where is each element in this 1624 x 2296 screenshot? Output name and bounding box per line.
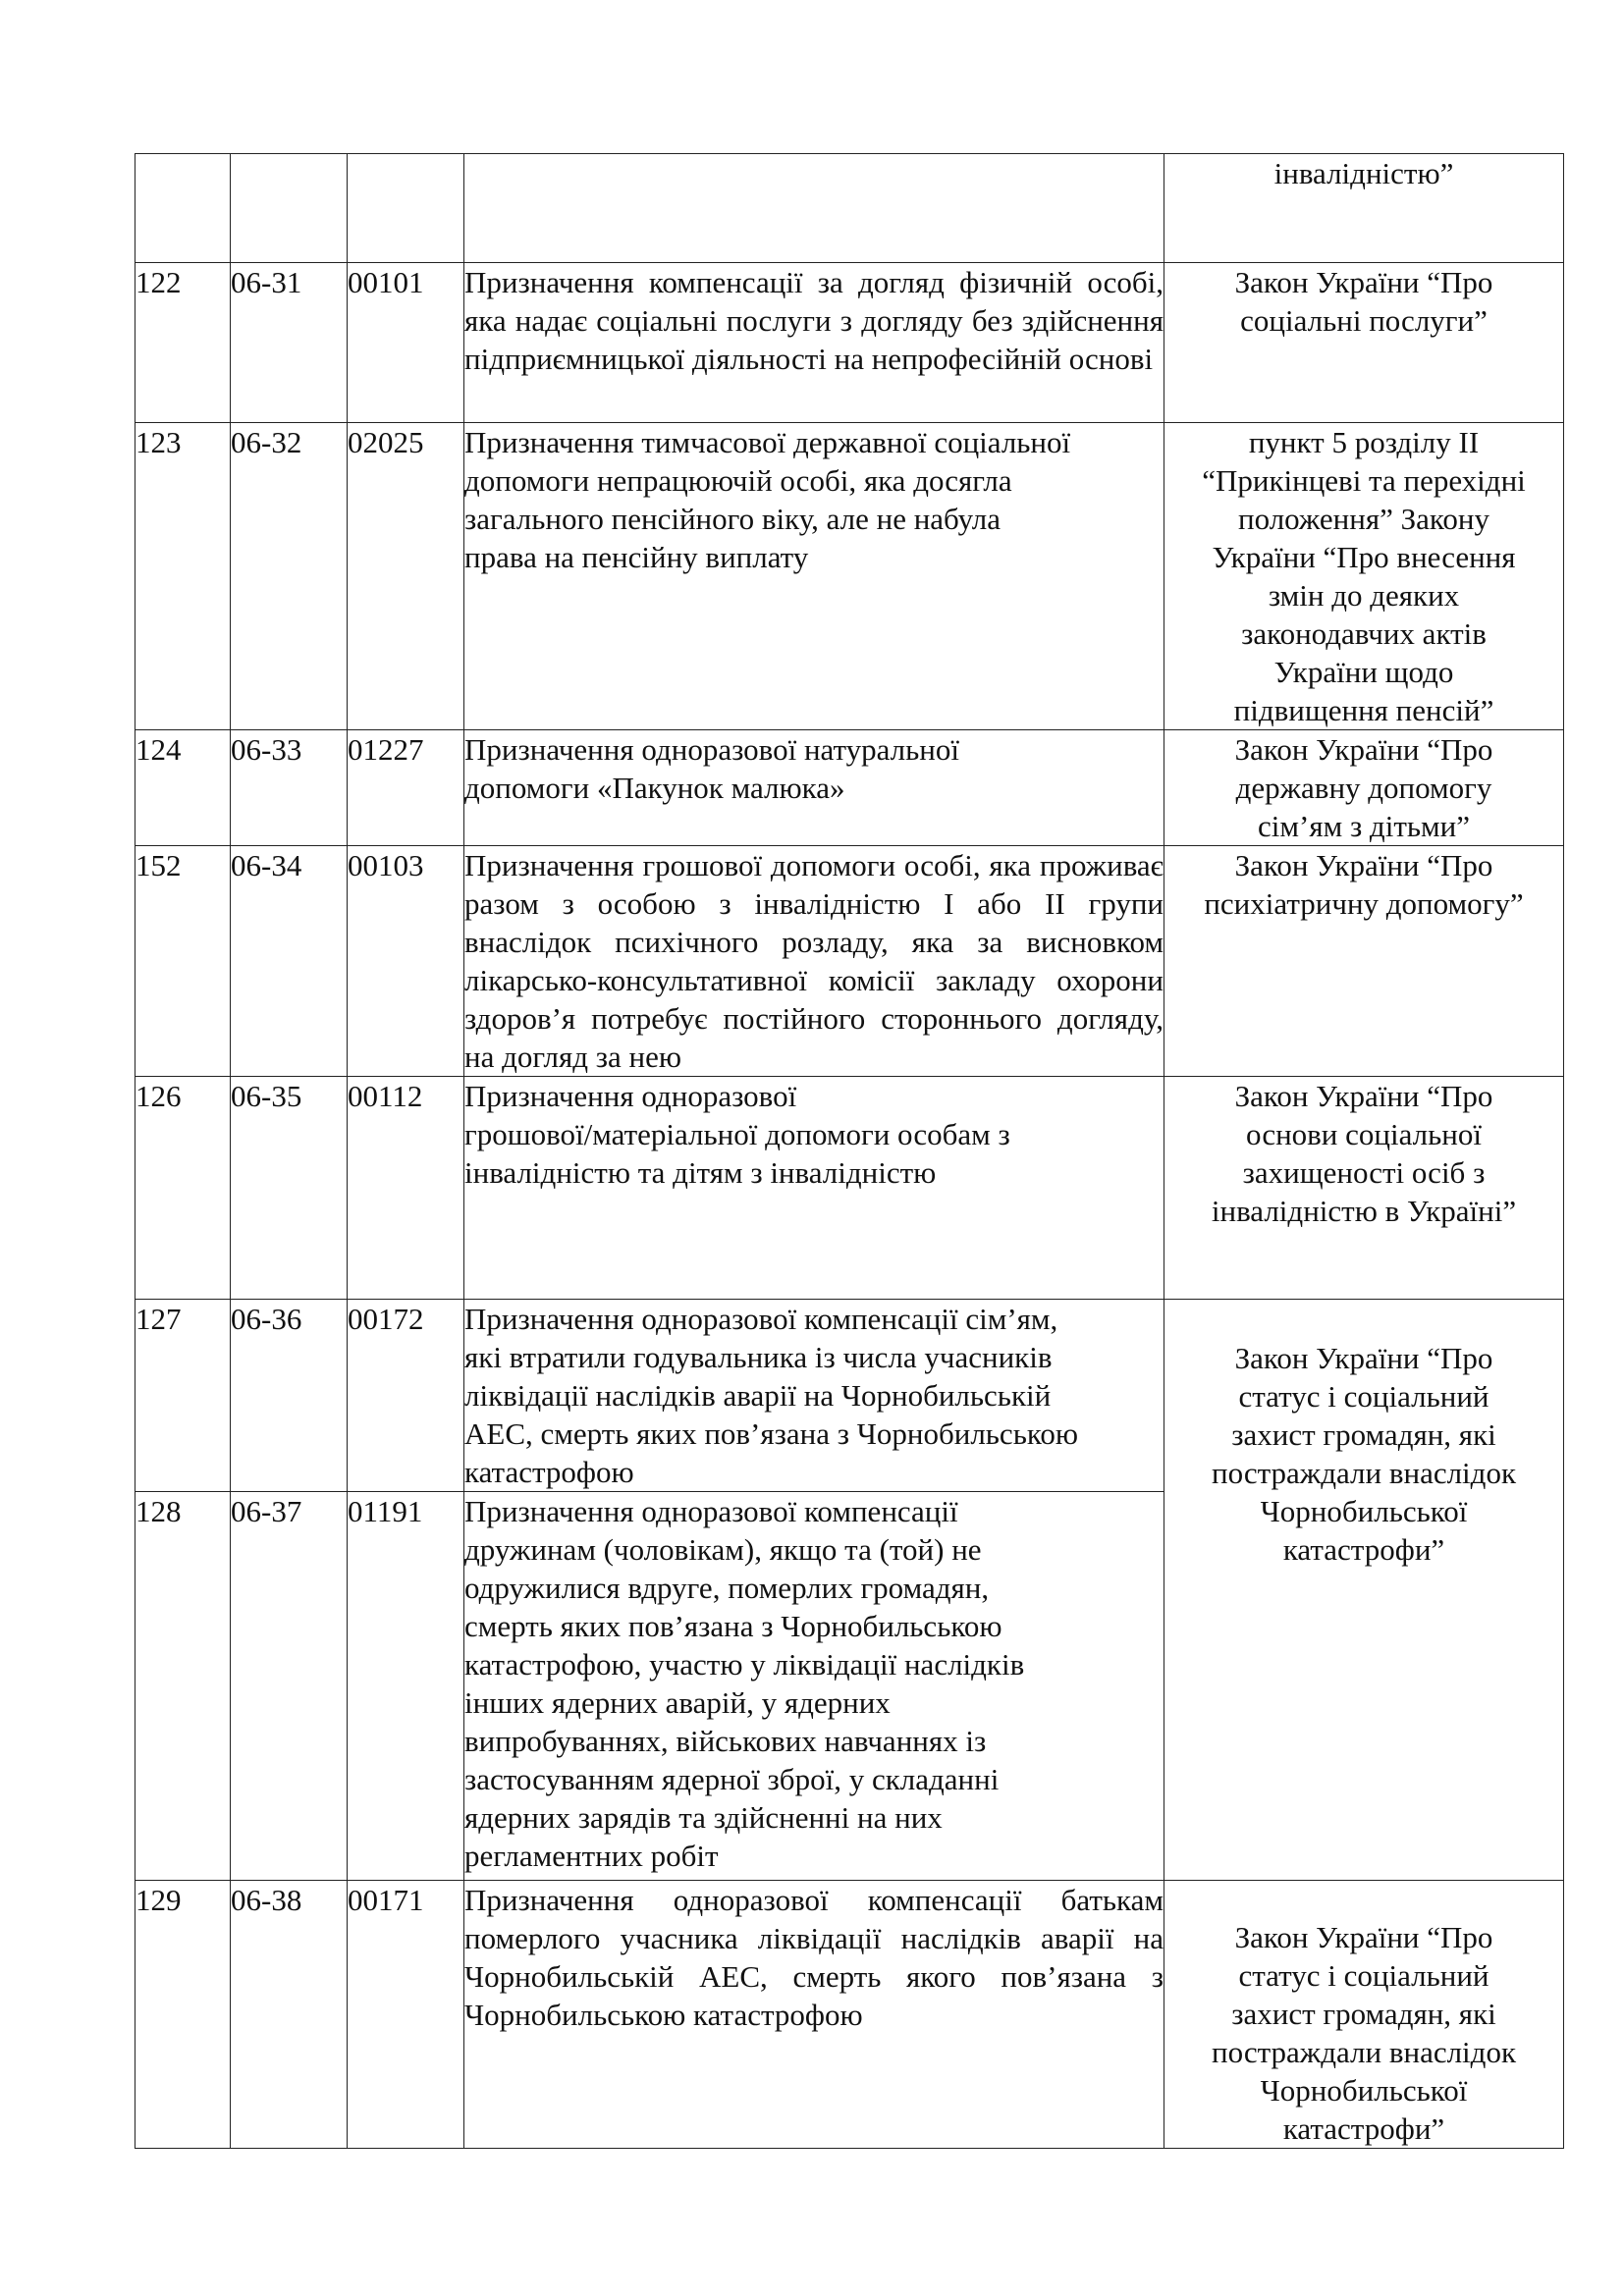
service-name: Призначення одноразової грошової/матеріальної допомоги особам з інвалідністю та дітям з інвалідністю: [464, 1079, 1010, 1190]
legal-basis-text: Закон України “Про державну допомогу сім’ям з дітьми”: [1234, 732, 1493, 843]
legal-basis-text: Закон України “Про статус і соціальний захист громадян, які постраждали внаслідок Чорнобильської катастрофи”: [1212, 1920, 1516, 2146]
subsection-code-cell: [231, 154, 348, 263]
legal-basis-text: інвалідністю”: [1273, 156, 1454, 190]
service-name: Призначення одноразової компенсації сім’ям, які втратили годувальника із числа учасників ліквідації наслідків аварії на Чорнобильській АЕС, смерть яких пов’язана з Чорнобильською катастрофою: [464, 1302, 1078, 1489]
table-row: [135, 263, 1564, 423]
legal-basis-text: Закон України “Про соціальні послуги”: [1234, 265, 1493, 338]
legal-basis-cell: [1164, 263, 1564, 423]
table-row: [135, 1881, 1564, 2149]
service-code: 00171: [348, 1881, 464, 2149]
service-code: 01191: [348, 1492, 464, 1881]
legal-basis-cell-merged: [1164, 1300, 1564, 1881]
services-table: [135, 153, 1564, 2149]
legal-basis-text: пункт 5 розділу II “Прикінцеві та перехідні положення” Закону України “Про внесення змін до деяких законодавчих актів України щодо підвищення пенсій”: [1202, 425, 1526, 727]
legal-basis-text: Закон України “Про статус і соціальний захист громадян, які постраждали внаслідок Чорнобильської катастрофи”: [1212, 1341, 1516, 1567]
row-number: 128: [135, 1492, 231, 1881]
service-code: 00101: [348, 263, 464, 423]
subsection-code: 06-37: [231, 1492, 348, 1881]
row-number: 123: [135, 423, 231, 730]
row-number: 129: [135, 1881, 231, 2149]
service-code: 00172: [348, 1300, 464, 1492]
row-number: 152: [135, 846, 231, 1077]
service-code: 01227: [348, 730, 464, 846]
service-name-cell: [464, 154, 1164, 263]
service-name-cell: [464, 423, 1164, 730]
service-code: 02025: [348, 423, 464, 730]
legal-basis-cell: [1164, 1077, 1564, 1300]
service-name-cell: [464, 846, 1164, 1077]
service-name-cell: [464, 1077, 1164, 1300]
service-name-cell: [464, 1881, 1164, 2149]
service-name-cell: [464, 263, 1164, 423]
row-number: 122: [135, 263, 231, 423]
row-number: 126: [135, 1077, 231, 1300]
row-number: 124: [135, 730, 231, 846]
legal-basis-cell: [1164, 846, 1564, 1077]
service-name-cell: [464, 1300, 1164, 1492]
legal-basis-text: Закон України “Про психіатричну допомогу”: [1204, 848, 1524, 921]
table-row: [135, 1077, 1564, 1300]
table-row: [135, 730, 1564, 846]
table-row: [135, 423, 1564, 730]
legal-basis-cell: [1164, 1881, 1564, 2149]
service-code: 00112: [348, 1077, 464, 1300]
table-row-continuation: [135, 154, 1564, 263]
legal-basis-text: Закон України “Про основи соціальної захищеності осіб з інвалідністю в Україні”: [1211, 1079, 1517, 1228]
subsection-code: 06-35: [231, 1077, 348, 1300]
service-name: Призначення одноразової компенсації дружинам (чоловікам), якщо та (той) не одружилися вдруге, померлих громадян, смерть яких пов’язана з Чорнобильською катастрофою, участю у ліквідації наслідків інших ядерних аварій, у ядерних випробуваннях, військових навчаннях із застосуванням ядерної зброї, у складанні ядерних зарядів та здійсненні на них регламентних робіт: [464, 1494, 1025, 1873]
subsection-code: 06-36: [231, 1300, 348, 1492]
legal-basis-cell: [1164, 423, 1564, 730]
service-name: Призначення грошової допомоги особі, яка проживає разом з особою з інвалідністю I або II групи внаслідок психічного розладу, яка за висновком лікарсько-консультативної комісії закладу охорони здоров’я потребує постійного стороннього догляду, на догляд за нею: [464, 848, 1164, 1074]
service-name: Призначення компенсації за догляд фізичній особі, яка надає соціальні послуги з догляду без здійснення підприємницької діяльності на непрофесійній основі: [464, 265, 1164, 376]
row-number: 127: [135, 1300, 231, 1492]
service-name: Призначення одноразової компенсації батькам померлого учасника ліквідації наслідків аварії на Чорнобильській АЕС, смерть якого пов’язана з Чорнобильською катастрофою: [464, 1883, 1164, 2032]
service-name: Призначення одноразової натуральної допомоги «Пакунок малюка»: [464, 732, 959, 805]
table-row: [135, 846, 1564, 1077]
subsection-code: 06-38: [231, 1881, 348, 2149]
table-row: [135, 1300, 1564, 1492]
legal-basis-cell: [1164, 730, 1564, 846]
subsection-code: 06-32: [231, 423, 348, 730]
subsection-code: 06-31: [231, 263, 348, 423]
service-name-cell: [464, 730, 1164, 846]
legal-basis-cell: [1164, 154, 1564, 263]
service-name-cell: [464, 1492, 1164, 1881]
row-number-cell: [135, 154, 231, 263]
service-name: Призначення тимчасової державної соціальної допомоги непрацюючій особі, яка досягла загального пенсійного віку, але не набула права на пенсійну виплату: [464, 425, 1071, 574]
subsection-code: 06-34: [231, 846, 348, 1077]
subsection-code: 06-33: [231, 730, 348, 846]
service-code: 00103: [348, 846, 464, 1077]
service-code-cell: [348, 154, 464, 263]
